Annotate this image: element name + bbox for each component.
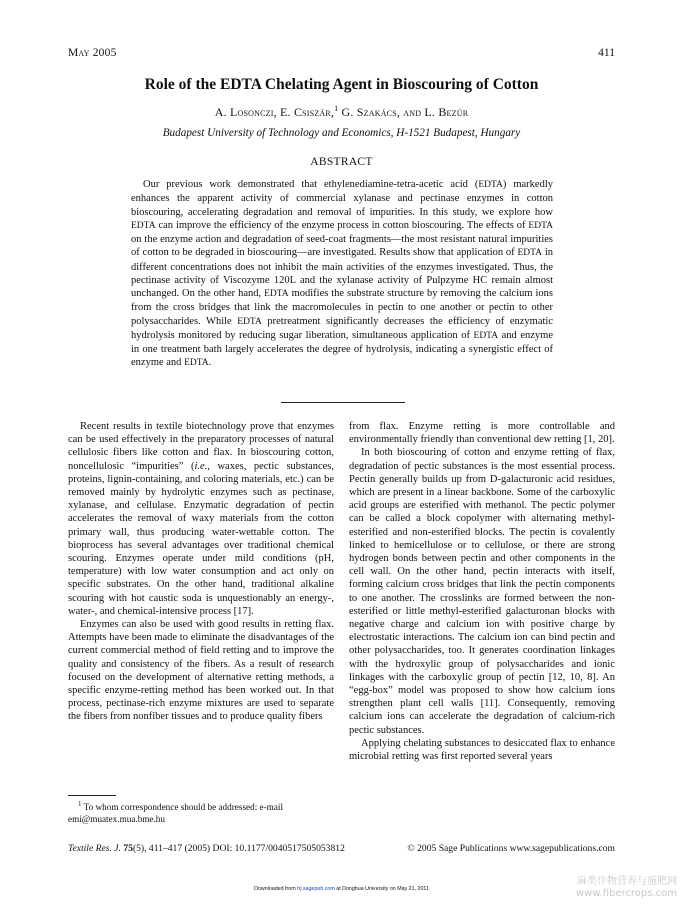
body-paragraph: [68, 420, 334, 618]
edta-term: EDTA: [184, 358, 209, 369]
author-footnote-mark: 1: [334, 104, 339, 113]
download-suffix: at Donghua University on May 21, 2011: [334, 886, 429, 892]
edta-term: EDTA: [237, 316, 262, 327]
abstract-text: .: [208, 357, 212, 369]
paper-title: Role of the EDTA Chelating Agent in Bioscouring of Cotton: [144, 76, 539, 93]
authors: [40, 104, 643, 120]
site-watermark: [576, 876, 677, 900]
journal-name: Textile Res. J.: [68, 843, 121, 854]
edta-term: EDTA: [473, 330, 499, 341]
edta-term: EDTA: [264, 289, 289, 299]
authors-part1: A. Losonczi, E. Csiszár,: [214, 105, 335, 119]
abstract-text: modifies the substrate structure by removing the calcium ions from the cross bridges that link the macromolecules in pectin to one another or pectin to other polysaccharides. While: [131, 288, 553, 327]
abstract-text: in different concentrations does not inhibit the main activities of the enzymes investigated. Thus, the pectinase activity of Viscozyme 120L and the xylanase activity of Pulpzyme HC remain almost unchanged. On the other hand,: [131, 247, 554, 299]
download-prefix: Downloaded from: [254, 886, 298, 892]
watermark-line1: 麻类作物营养与施肥网: [577, 876, 677, 887]
footnote-text: To whom correspondence should be addressed: e-mail emi@muatex.mua.bme.hu: [68, 802, 284, 824]
abstract-text: on the enzyme action and degradation of seed-coat fragments—the most resistant natural impurities of cotton to be degraded in bioscouring—are investigated. Results show that application of: [131, 234, 553, 259]
italic-abbrev: i.e.: [194, 460, 208, 472]
affiliation: Budapest University of Technology and Economics, H-1521 Budapest, Hungary: [162, 127, 521, 139]
body-text: Recent results in textile biotechnology prove that enzymes can be used effectively in the preparatory processes of natural cellulosic fibers like cotton and flax. In bioscouring cotton, noncellulosic “impurities” (: [68, 421, 334, 472]
footnote-mark: 1: [78, 800, 82, 808]
right-column: [349, 420, 615, 763]
footnote: [68, 799, 334, 825]
running-header: [68, 47, 615, 63]
download-link[interactable]: trj.sagepub.com: [297, 886, 335, 892]
journal-volume: 75: [123, 843, 133, 854]
edta-term: EDTA: [528, 220, 553, 231]
edta-term: EDTA: [478, 180, 503, 190]
copyright: © 2005 Sage Publications www.sagepublications.com: [407, 843, 615, 854]
left-column: [68, 420, 334, 724]
abstract-body: [131, 178, 553, 371]
body-text: , waxes, pectic substances, proteins, lignin-containing, and coloring materials, etc.) can be removed mainly by hydrolytic enzymes such as pectinase, xylanase, and cellulase. Enzymatic degradation of pectin accelerates the removal of waxy materials from the cotton primary wall, thus producing water-wettable cotton. The bioprocess has several advantages over traditional chemical scouring. Enzymes operate under mild conditions (pH, temperature) with low water consumption and act only on specific substrates. On the other hand, traditional alkaline scouring with hot caustic soda is unquestionably an energy-, water-, and chemical-intensive process [17].: [68, 460, 334, 617]
abstract-text: pretreatment significantly decreases the efficiency of enzymatic hydrolysis monitored by reducing sugar liberation, simultaneous application of: [131, 315, 553, 341]
edta-term: EDTA: [131, 220, 156, 231]
header-date: May 2005: [68, 47, 117, 59]
authors-part2: G. Szakács, and L. Bezúr: [338, 105, 469, 119]
citation: [68, 843, 345, 854]
watermark-line2: www.fibercrops.com: [575, 888, 677, 899]
body-paragraph: from flax. Enzyme retting is more controllable and environmentally friendly than conventional dew retting [1, 20].: [349, 421, 615, 446]
body-paragraph: Enzymes can also be used with good results in retting flax. Attempts have been made to eliminate the disadvantages of the current commercial method of field retting and to improve the quality and consistency of the fibers. As a result of research focused on the development of alternative retting methods, a specific enzyme-retting method has been worked out. In that process, pectinase-rich enzyme mixtures are used to separate the fibers from nonfiber tissues and to produce quality fibers: [68, 619, 334, 723]
page-number: 411: [598, 47, 615, 59]
abstract-text: Our previous work demonstrated that ethylenediamine-tetra-acetic acid (: [143, 179, 479, 190]
footnote-rule: [68, 795, 116, 796]
edta-term: EDTA: [517, 248, 543, 259]
abstract-text: and enzyme in one treatment bath largely accelerates the degree of hydrolysis, indicating a synergistic effect of enzyme and: [131, 329, 554, 369]
body-paragraph: Applying chelating substances to desiccated flax to enhance microbial retting was first reported several years: [349, 737, 615, 763]
citation-rest: (5), 411–417 (2005) DOI: 10.1177/0040517505053812: [132, 843, 345, 854]
section-divider: [281, 402, 405, 403]
abstract-heading: ABSTRACT: [310, 156, 373, 168]
abstract-text: ) markedly enhances the apparent activity of commercial xylanase and pectinase enzymes in cotton bioscouring, accelerating degradation and removal of impurities. In this study, we explore how: [131, 179, 553, 218]
abstract-text: can improve the efficiency of the enzyme process in cotton bioscouring. The effects of: [155, 219, 529, 231]
body-paragraph: In both bioscouring of cotton and enzyme retting of flax, degradation of pectic substances is the most essential process. Pectin generally builds up from D-galacturonic acid residues, which are present in a linear backbone. Some of the carboxylic acid groups are esterified with methanol. The pectic polymer can be called a block copolymer with alternating methyl-esterified and non-esterified blocks. The pectin is covalently linked to hemicellulose or to cellulose, or there are strong hydrogen bonds between pectin and other components in the cell wall. On the other hand, pectin interacts with itself, forming calcium cross bridges that link the pectin components to one another. The crosslinks are formed between the non-esterified or little methyl-esterified galacturonan blocks with negative charge and calcium ion with positive charge by electrostatic interactions. The calcium ion can bind pectin and other polysaccharides, too. It generates coordination linkages with the hydroxylic group of polysaccharides and ionic linkages with the carboxylic group of pectin [12, 10, 8]. An “egg-box” model was proposed to show how calcium ions strengthen plant cell walls [11]. Consequently, removing calcium ions can accelerate the degradation of calcium-rich pectic substances.: [349, 447, 615, 736]
page-footer: [68, 843, 615, 857]
